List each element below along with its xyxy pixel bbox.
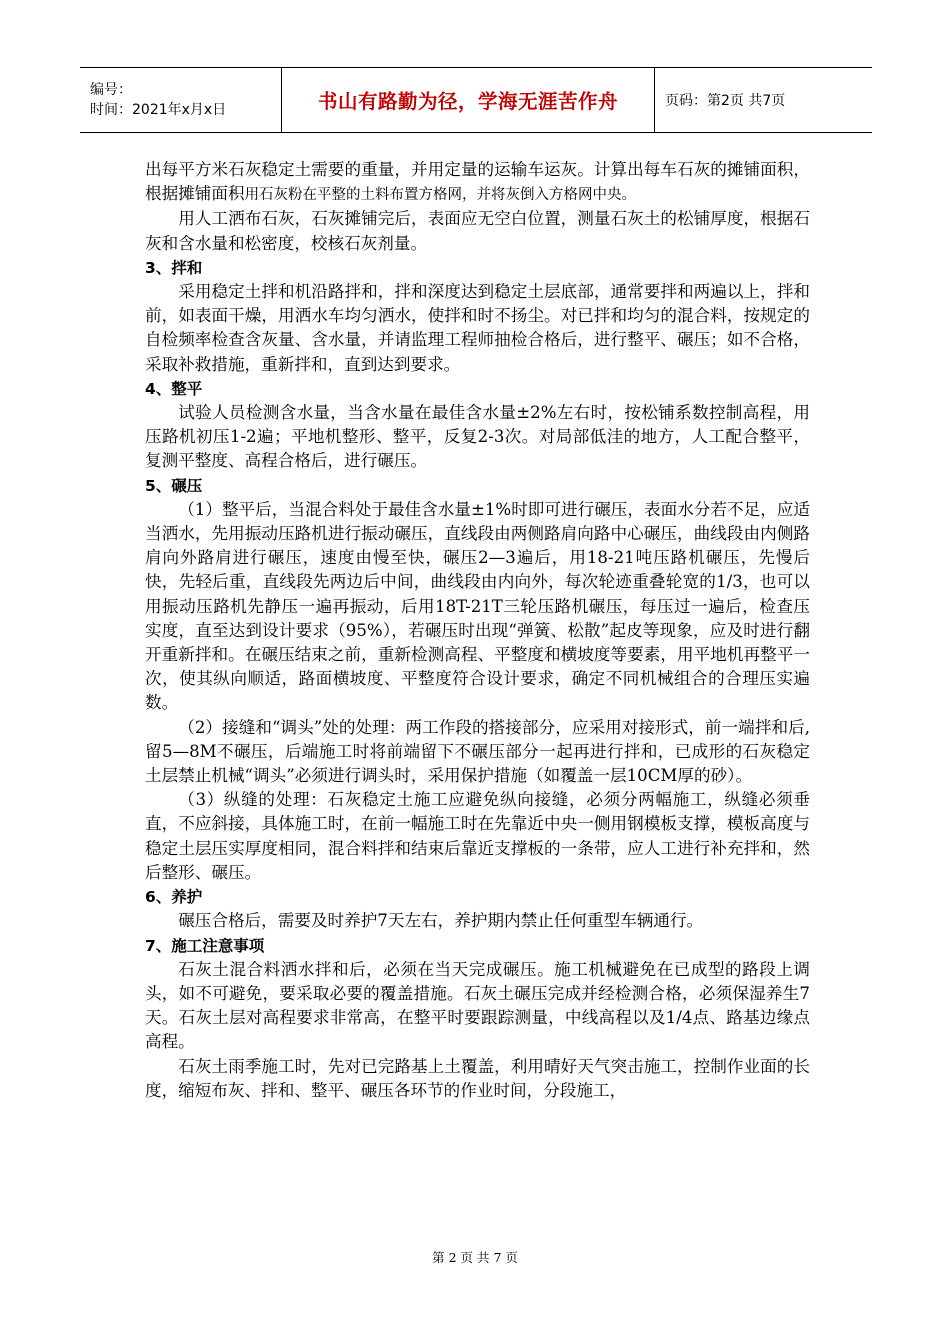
paragraph-lime-calculation-main: 出每平方米石灰稳定土需要的重量，并用定量的运输车运灰。计算出每车石灰的摊铺面积，根据摊铺面积 [145, 160, 810, 204]
section-heading-mixing: 3、拌和 [145, 258, 203, 277]
paragraph-lime-calculation-small: 用石灰粉在平整的土料布置方格网，并将灰倒入方格网中央。 [244, 187, 637, 204]
paragraph-leveling: 试验人员检测含水量，当含水量在最佳含水量±2%左右时，按松铺系数控制高程，用压路机初压1-2遍；平地机整形、整平，反复2-3次。对局部低洼的地方，人工配合整平，复测平整度、高程合格后，进行碾压。 [145, 403, 810, 471]
section-heading-notes: 7、施工注意事项 [145, 936, 265, 955]
paragraph-compaction-1: （1）整平后，当混合料处于最佳含水量±1%时即可进行碾压，表面水分若不足，应适当洒水，先用振动压路机进行振动碾压，直线段由两侧路肩向路中心碾压，曲线段由内侧路肩向外路肩进行碾压，速度由慢至快，碾压2—3遍后，用18-21吨压路机碾压，先慢后快，先轻后重，直线段先两边后中间，曲线段由内向外，每次轮迹重叠轮宽的1/3，也可以用振动压路机先静压一遍再振动，后用18T-21T三轮压路机碾压，每压过一遍后，检查压实度，直至达到设计要求（95%），若碾压时出现“弹簧、松散”起皮等现象，应及时进行翻开重新拌和。在碾压结束之前，重新检测高程、平整度和横坡度等要素，用平地机再整平一次，使其纵向顺适，路面横坡度、平整度符合设计要求，确定不同机械组合的合理压实遍数。 [145, 499, 810, 713]
section-heading-compaction: 5、碾压 [145, 476, 203, 495]
header-number-label: 编号： [90, 82, 132, 98]
header-time-label: 时间：2021年x月x日 [90, 102, 227, 118]
page-header [80, 67, 872, 133]
document-body [145, 158, 810, 1103]
paragraph-compaction-2: （2）接缝和“调头”处的处理：两工作段的搭接部分，应采用对接形式，前一端拌和后,留5—8M不碾压，后端施工时将前端留下不碾压部分一起再进行拌和，已成形的石灰稳定土层禁止机械“调头”必须进行调头时，采用保护措施（如覆盖一层10CM厚的砂）。 [145, 717, 810, 786]
header-motto: 书山有路勤为径，学海无涯苦作舟 [282, 68, 655, 132]
paragraph-curing: 碾压合格后，需要及时养护7天左右，养护期内禁止任何重型车辆通行。 [178, 911, 704, 931]
paragraph-notes-2: 石灰土雨季施工时，先对已完路基上土覆盖，利用晴好天气突击施工，控制作业面的长度，缩短布灰、拌和、整平、碾压各环节的作业时间，分段施工， [145, 1056, 810, 1100]
page-footer: 第 2 页 共 7 页 [432, 1250, 518, 1265]
header-meta [80, 68, 282, 132]
paragraph-notes-1: 石灰土混合料洒水拌和后，必须在当天完成碾压。施工机械避免在已成型的路段上调头，如不可避免，要采取必要的覆盖措施。石灰土碾压完成并经检测合格，必须保湿养生7天。石灰土层对高程要求非常高，在整平时要跟踪测量，中线高程以及1/4点、路基边缘点高程。 [145, 959, 810, 1052]
section-heading-leveling: 4、整平 [145, 379, 203, 398]
paragraph-mixing: 采用稳定土拌和机沿路拌和，拌和深度达到稳定土层底部，通常要拌和两遍以上，拌和前，如表面干燥，用洒水车均匀洒水，使拌和时不扬尘。对已拌和均匀的混合料，按规定的自检频率检查含灰量、含水量，并请监理工程师抽检合格后，进行整平、碾压；如不合格，采取补救措施，重新拌和，直到达到要求。 [145, 282, 810, 374]
paragraph-lime-spreading: 用人工洒布石灰，石灰摊铺完后，表面应无空白位置，测量石灰土的松铺厚度，根据石灰和含水量和松密度，校核石灰剂量。 [145, 209, 810, 253]
paragraph-compaction-3: （3）纵缝的处理：石灰稳定土施工应避免纵向接缝，必须分两幅施工，纵缝必须垂直，不应斜接，具体施工时，在前一幅施工时在先靠近中央一侧用钢模板支撑，模板高度与稳定土层压实厚度相同，混合料拌和结束后靠近支撑板的一条带，应人工进行补充拌和，然后整形、碾压。 [145, 790, 810, 882]
paragraph-lime-calculation [145, 158, 810, 207]
section-heading-curing: 6、养护 [145, 888, 203, 907]
header-page-info: 页码：第2页 共7页 [665, 93, 786, 109]
